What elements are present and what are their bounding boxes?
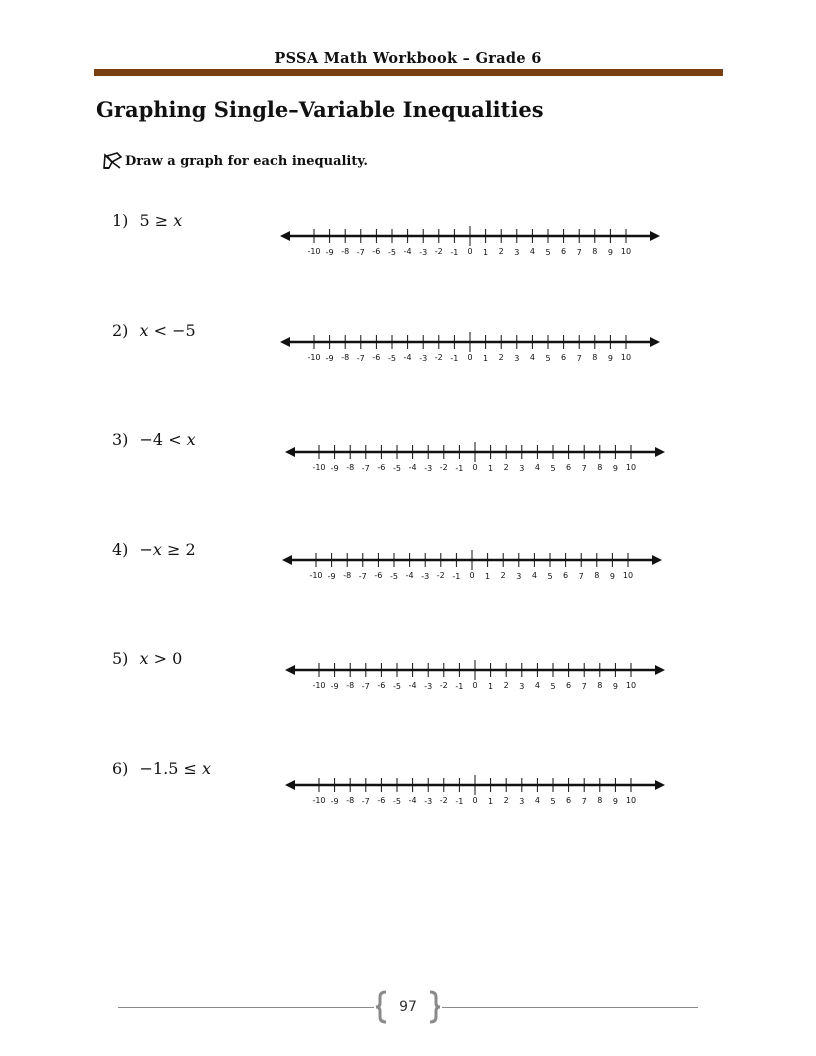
tick-label: -4: [408, 796, 417, 805]
problem-inequality: 𝑥 > 0: [139, 649, 183, 668]
right-arrow-icon: [652, 555, 662, 565]
tick-label: 8: [597, 681, 603, 690]
tick-label: 8: [592, 247, 598, 256]
left-arrow-icon: [285, 665, 295, 675]
problem-2: [112, 321, 196, 340]
problem-number: 2): [112, 321, 129, 340]
problem-inequality: 5 ≥ 𝑥: [139, 211, 183, 230]
workbook-header-title: PSSA Math Workbook – Grade 6: [274, 50, 542, 67]
pencil-icon: [103, 152, 123, 170]
tick-label: 6: [561, 247, 567, 256]
right-arrow-icon: [655, 447, 665, 457]
tick-label: -1: [450, 354, 459, 363]
tick-label: 3: [514, 354, 520, 363]
number-line-1[interactable]: [278, 222, 662, 262]
tick-label: 2: [503, 681, 509, 690]
tick-label: -8: [346, 796, 355, 805]
tick-label: 9: [612, 464, 618, 473]
tick-label: 6: [566, 796, 572, 805]
tick-label: -1: [452, 572, 461, 581]
tick-label: 5: [545, 248, 551, 257]
number-line-6[interactable]: [283, 771, 667, 811]
tick-label: 1: [483, 248, 489, 257]
problem-4: [112, 540, 196, 559]
tick-label: 6: [563, 571, 569, 580]
tick-label: -10: [307, 247, 321, 256]
tick-label: 2: [503, 463, 509, 472]
tick-label: 7: [581, 797, 587, 806]
tick-label: 3: [519, 464, 525, 473]
tick-label: -9: [330, 682, 339, 691]
tick-label: -8: [346, 463, 355, 472]
problem-inequality: 𝑥 < −5: [139, 321, 196, 340]
tick-label: 2: [498, 353, 504, 362]
tick-label: -5: [393, 682, 401, 691]
tick-label: -5: [390, 572, 398, 581]
tick-label: 2: [500, 571, 506, 580]
problem-number: 4): [112, 540, 129, 559]
tick-label: 0: [472, 681, 478, 690]
tick-label: 10: [620, 247, 632, 256]
tick-label: -4: [403, 247, 412, 256]
right-arrow-icon: [650, 337, 660, 347]
tick-label: -1: [455, 682, 464, 691]
page-title: Graphing Single–Variable Inequalities: [96, 97, 544, 122]
tick-label: -8: [341, 353, 350, 362]
tick-label: 2: [503, 796, 509, 805]
tick-label: 5: [550, 797, 556, 806]
tick-label: -5: [388, 248, 396, 257]
right-arrow-icon: [655, 780, 665, 790]
tick-label: 5: [547, 572, 553, 581]
tick-label: 4: [534, 463, 540, 472]
tick-label: 5: [545, 354, 551, 363]
tick-label: 0: [469, 571, 475, 580]
tick-label: 0: [467, 247, 473, 256]
tick-label: 9: [607, 248, 613, 257]
tick-label: -7: [361, 797, 370, 806]
tick-label: 10: [625, 463, 637, 472]
tick-label: 1: [483, 354, 489, 363]
number-line-5[interactable]: [283, 656, 667, 696]
tick-label: 7: [581, 464, 587, 473]
tick-label: -7: [356, 248, 365, 257]
tick-label: -5: [393, 464, 401, 473]
tick-label: 6: [566, 463, 572, 472]
footer-rule-left: [118, 1007, 374, 1008]
left-arrow-icon: [280, 231, 290, 241]
tick-label: -6: [377, 681, 386, 690]
tick-label: -7: [358, 572, 367, 581]
tick-label: -3: [424, 797, 433, 806]
tick-label: -2: [439, 463, 448, 472]
tick-label: 4: [534, 681, 540, 690]
tick-label: 7: [576, 354, 582, 363]
tick-label: 9: [609, 572, 615, 581]
left-arrow-icon: [282, 555, 292, 565]
problem-number: 5): [112, 649, 129, 668]
instruction-text: Draw a graph for each inequality.: [125, 153, 368, 169]
tick-label: 1: [485, 572, 491, 581]
footer-rule-right: [442, 1007, 698, 1008]
tick-label: -2: [434, 247, 443, 256]
tick-label: -2: [436, 571, 445, 580]
tick-label: 9: [612, 797, 618, 806]
tick-label: 4: [534, 796, 540, 805]
tick-label: -6: [377, 796, 386, 805]
tick-label: 10: [625, 796, 637, 805]
tick-label: 1: [488, 682, 494, 691]
tick-label: -8: [341, 247, 350, 256]
problem-6: [112, 759, 211, 778]
tick-label: -4: [405, 571, 414, 580]
tick-label: -9: [325, 248, 334, 257]
tick-label: 8: [594, 571, 600, 580]
problem-inequality: −𝑥 ≥ 2: [139, 540, 196, 559]
tick-label: 7: [576, 248, 582, 257]
instruction: [103, 152, 368, 170]
tick-label: -3: [424, 682, 433, 691]
tick-label: -7: [361, 682, 370, 691]
tick-label: -8: [343, 571, 352, 580]
tick-label: 10: [622, 571, 634, 580]
header-rule: [94, 69, 723, 76]
page-number: 97: [399, 999, 417, 1015]
tick-label: -8: [346, 681, 355, 690]
tick-label: -3: [419, 354, 428, 363]
problem-number: 6): [112, 759, 129, 778]
tick-label: -10: [312, 681, 326, 690]
problem-5: [112, 649, 182, 668]
tick-label: -1: [455, 797, 464, 806]
tick-label: 1: [488, 797, 494, 806]
tick-label: 0: [472, 796, 478, 805]
tick-label: 8: [592, 353, 598, 362]
tick-label: 3: [514, 248, 520, 257]
number-line-4[interactable]: [280, 546, 664, 586]
tick-label: 9: [607, 354, 613, 363]
tick-label: -4: [403, 353, 412, 362]
tick-label: 3: [516, 572, 522, 581]
problem-inequality: −4 < 𝑥: [139, 430, 196, 449]
tick-label: -7: [361, 464, 370, 473]
number-line-2[interactable]: [278, 328, 662, 368]
tick-label: -2: [439, 681, 448, 690]
tick-label: 7: [578, 572, 584, 581]
problem-number: 1): [112, 211, 129, 230]
tick-label: 6: [566, 681, 572, 690]
tick-label: 5: [550, 464, 556, 473]
tick-label: -3: [419, 248, 428, 257]
tick-label: 5: [550, 682, 556, 691]
left-arrow-icon: [285, 780, 295, 790]
tick-label: -5: [388, 354, 396, 363]
tick-label: -6: [374, 571, 383, 580]
tick-label: -7: [356, 354, 365, 363]
left-arrow-icon: [280, 337, 290, 347]
tick-label: 7: [581, 682, 587, 691]
tick-label: 10: [625, 681, 637, 690]
tick-label: -4: [408, 681, 417, 690]
tick-label: -4: [408, 463, 417, 472]
tick-label: -1: [450, 248, 459, 257]
tick-label: -3: [424, 464, 433, 473]
left-arrow-icon: [285, 447, 295, 457]
tick-label: 3: [519, 682, 525, 691]
problem-number: 3): [112, 430, 129, 449]
tick-label: 3: [519, 797, 525, 806]
tick-label: 4: [529, 247, 535, 256]
tick-label: 8: [597, 463, 603, 472]
tick-label: 9: [612, 682, 618, 691]
tick-label: 4: [531, 571, 537, 580]
tick-label: 4: [529, 353, 535, 362]
tick-label: -9: [330, 797, 339, 806]
tick-label: 8: [597, 796, 603, 805]
tick-label: -6: [372, 353, 381, 362]
tick-label: -10: [309, 571, 323, 580]
tick-label: -3: [421, 572, 430, 581]
tick-label: 6: [561, 353, 567, 362]
tick-label: 10: [620, 353, 632, 362]
number-line-3[interactable]: [283, 438, 667, 478]
tick-label: 0: [472, 463, 478, 472]
tick-label: -2: [434, 353, 443, 362]
tick-label: -10: [312, 796, 326, 805]
tick-label: -10: [312, 463, 326, 472]
tick-label: 0: [467, 353, 473, 362]
tick-label: 2: [498, 247, 504, 256]
tick-label: -6: [372, 247, 381, 256]
problem-3: [112, 430, 196, 449]
tick-label: 1: [488, 464, 494, 473]
right-arrow-icon: [650, 231, 660, 241]
tick-label: -5: [393, 797, 401, 806]
tick-label: -10: [307, 353, 321, 362]
tick-label: -9: [330, 464, 339, 473]
tick-label: -6: [377, 463, 386, 472]
problem-inequality: −1.5 ≤ 𝑥: [139, 759, 211, 778]
tick-label: -9: [325, 354, 334, 363]
problem-1: [112, 211, 182, 230]
tick-label: -1: [455, 464, 464, 473]
tick-label: -9: [327, 572, 336, 581]
right-arrow-icon: [655, 665, 665, 675]
tick-label: -2: [439, 796, 448, 805]
